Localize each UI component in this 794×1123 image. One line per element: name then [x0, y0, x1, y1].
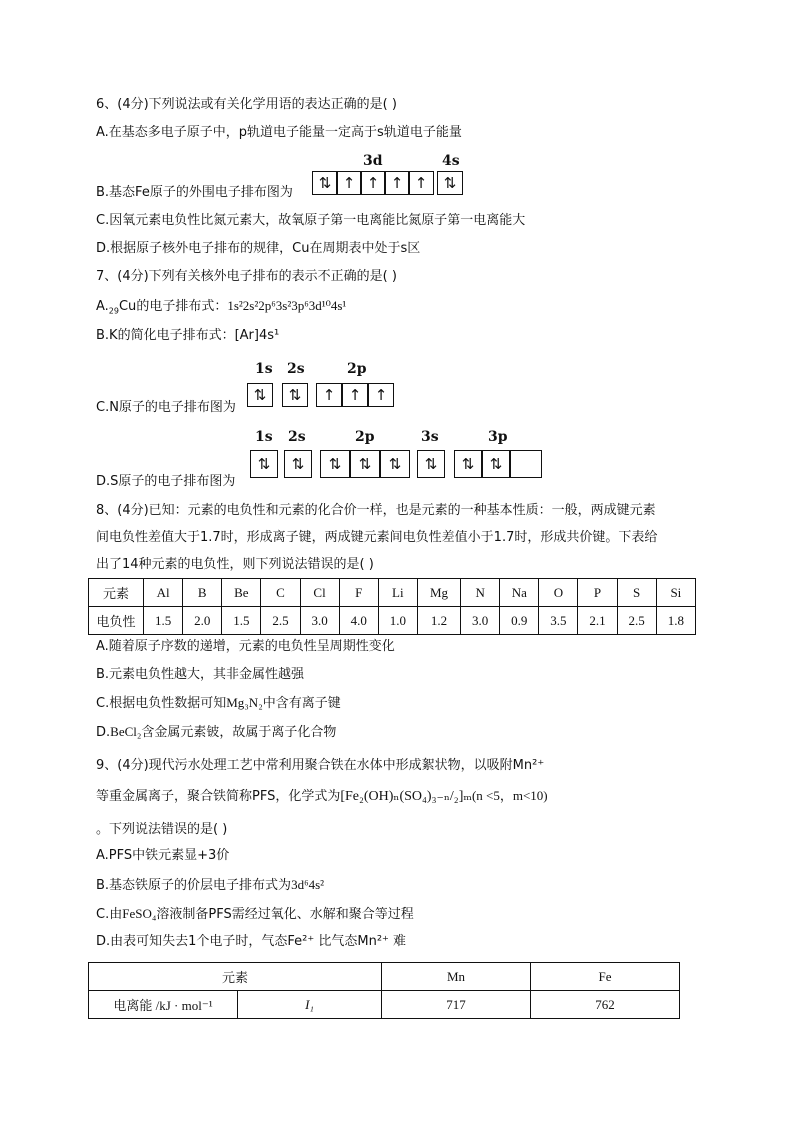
q6-option-d: D.根据原子核外电子排布的规律，Cu在周期表中处于s区 [96, 241, 421, 256]
orbital-box: ↑ [316, 383, 342, 407]
q8-stem-line3: 出了14种元素的电负性，则下列说法错误的是( ) [96, 557, 374, 572]
q7-option-c: C.N原子的电子排布图为 [96, 400, 236, 415]
q7-option-a [96, 297, 346, 316]
q9-c-pre: C.由 [96, 907, 123, 922]
table-cell: Al [144, 579, 183, 607]
orbital-box: ⇅ [380, 450, 410, 478]
q9-stem-line1: 9、(4分)现代污水处理工艺中常利用聚合铁在水体中形成絮状物，以吸附Mn²⁺ [96, 758, 545, 773]
orbital-box: ⇅ [320, 450, 350, 478]
q6-option-a: A.在基态多电子原子中，p轨道电子能量一定高于s轨道电子能量 [96, 125, 462, 140]
q9-stem-line2 [96, 787, 548, 806]
table-row [89, 963, 680, 991]
q8-stem-line2: 间电负性差值大于1.7时，形成离子键，两成键元素间电负性差值小于1.7时，形成共价键。下表给 [96, 530, 658, 545]
table-cell: 2.5 [261, 607, 300, 635]
q9-formula: [Fe₂(OH)ₙ(SO₄)₃₋ₙ/₂]ₘ [340, 789, 472, 804]
table-cell: 2.0 [183, 607, 222, 635]
table-cell: 3.0 [461, 607, 500, 635]
q9-b-config: 3d⁶4s² [291, 877, 325, 892]
table-cell: Si [656, 579, 695, 607]
q7-a-atomic-number: 29 [108, 306, 119, 316]
q7d-2s-label: 2s [288, 429, 306, 445]
table-cell: 1.5 [222, 607, 261, 635]
table-header-element: 元素 [89, 963, 382, 991]
table-cell: 762 [531, 991, 680, 1019]
q9-option-d: D.由表可知失去1个电子时，气态Fe²⁺ 比气态Mn²⁺ 难 [96, 934, 407, 949]
table-cell: 3.0 [300, 607, 339, 635]
table-cell: 1.0 [378, 607, 417, 635]
q7d-3p-label: 3p [488, 429, 508, 445]
q7d-1s-label: 1s [255, 429, 273, 445]
q9-c-post: 溶液制备PFS需经过氧化、水解和聚合等过程 [156, 907, 414, 922]
q7c-2p-label: 2p [347, 361, 367, 377]
table-header-mn: Mn [382, 963, 531, 991]
table-row [89, 991, 680, 1019]
q6-option-b: B.基态Fe原子的外围电子排布图为 [96, 185, 293, 200]
orbital-box: ⇅ [482, 450, 510, 478]
orbital-box: ↑ [384, 171, 410, 195]
q7-option-b: B.K的简化电子排布式：[Ar]4s¹ [96, 328, 280, 343]
table-cell: Mg [417, 579, 460, 607]
table-cell: Li [378, 579, 417, 607]
q7c-2s-label: 2s [287, 361, 305, 377]
q8-c-formula: Mg₃N₂ [226, 695, 263, 710]
table-cell-i1: I₁ [238, 991, 382, 1019]
table-cell: 1.2 [417, 607, 460, 635]
q7d-3s-label: 3s [421, 429, 439, 445]
q8-d-pre: D. [96, 725, 111, 740]
orbital-box: ↑ [360, 171, 386, 195]
table-cell: Cl [300, 579, 339, 607]
q8-option-c [96, 694, 341, 713]
orbital-box: ↑ [408, 171, 434, 195]
table-row [89, 607, 696, 635]
q9-stem-line3: 。下列说法错误的是( ) [96, 822, 228, 837]
q7d-2p-label: 2p [355, 429, 375, 445]
q6-3d-label: 3d [363, 153, 383, 169]
table-cell: 4.0 [339, 607, 378, 635]
table-cell: N [461, 579, 500, 607]
table-cell: 1.8 [656, 607, 695, 635]
orbital-box: ↑ [368, 383, 394, 407]
table-cell: 2.1 [578, 607, 617, 635]
table-header-electronegativity: 电负性 [89, 607, 144, 635]
orbital-box: ⇅ [282, 383, 308, 407]
orbital-box: ⇅ [437, 171, 463, 195]
table-row [89, 579, 696, 607]
ionization-energy-table [88, 962, 680, 1019]
q6-4s-label: 4s [442, 153, 460, 169]
q7-option-d: D.S原子的电子排布图为 [96, 474, 236, 489]
q8-stem-line1: 8、(4分)已知：元素的电负性和元素的化合价一样，也是元素的一种基本性质：一般，两成键元素 [96, 503, 656, 518]
table-cell: Be [222, 579, 261, 607]
orbital-box: ⇅ [417, 450, 445, 478]
q6-option-c: C.因氧元素电负性比氮元素大，故氧原子第一电离能比氮原子第一电离能大 [96, 213, 526, 228]
q8-option-d [96, 723, 336, 742]
q9-condition: (n <5，m<10) [471, 788, 548, 803]
table-cell: B [183, 579, 222, 607]
orbital-box: ⇅ [247, 383, 273, 407]
q9-stem-pre: 等重金属离子，聚合铁简称PFS，化学式为 [96, 789, 341, 804]
table-header-element: 元素 [89, 579, 144, 607]
orbital-box: ⇅ [250, 450, 278, 478]
q7-a-element: Cu [118, 299, 137, 314]
table-cell: 1.5 [144, 607, 183, 635]
q8-d-formula: BeCl₂ [110, 724, 142, 739]
q6-stem: 6、(4分)下列说法或有关化学用语的表达正确的是( ) [96, 97, 397, 112]
table-cell: S [617, 579, 656, 607]
q8-option-b: B.元素电负性越大，其非金属性越强 [96, 667, 305, 682]
electronegativity-table [88, 578, 696, 635]
q8-c-pre: C.根据电负性数据可知 [96, 696, 227, 711]
q9-c-formula: FeSO₄ [122, 906, 157, 921]
q7-a-text: 的电子排布式： [136, 299, 228, 314]
table-row-label: 电离能 /kJ · mol⁻¹ [89, 991, 238, 1019]
q9-option-a: A.PFS中铁元素显+3价 [96, 848, 230, 863]
q8-option-a: A.随着原子序数的递增，元素的电负性呈周期性变化 [96, 639, 395, 654]
table-cell: 2.5 [617, 607, 656, 635]
table-header-fe: Fe [531, 963, 680, 991]
q7-a-config: 1s²2s²2p⁶3s²3p⁶3d¹⁰4s¹ [227, 298, 347, 313]
table-cell: 717 [382, 991, 531, 1019]
orbital-box: ⇅ [284, 450, 312, 478]
q7-stem: 7、(4分)下列有关核外电子排布的表示不正确的是( ) [96, 269, 397, 284]
orbital-box [510, 450, 542, 478]
orbital-box: ↑ [336, 171, 362, 195]
table-cell: P [578, 579, 617, 607]
q8-c-post: 中含有离子键 [262, 696, 341, 711]
table-cell: Na [500, 579, 539, 607]
orbital-box: ⇅ [312, 171, 338, 195]
table-cell: C [261, 579, 300, 607]
q7c-1s-label: 1s [255, 361, 273, 377]
orbital-box: ↑ [342, 383, 368, 407]
table-cell: 0.9 [500, 607, 539, 635]
q8-d-post: 含金属元素铍，故属于离子化合物 [141, 725, 337, 740]
table-cell: O [539, 579, 578, 607]
table-cell: 3.5 [539, 607, 578, 635]
orbital-box: ⇅ [350, 450, 380, 478]
table-cell: F [339, 579, 378, 607]
q9-b-pre: B.基态铁原子的价层电子排布式为 [96, 878, 292, 893]
q7-a-prefix: A. [96, 299, 109, 314]
q9-option-c [96, 905, 414, 924]
orbital-box: ⇅ [454, 450, 482, 478]
q9-option-b [96, 876, 324, 895]
